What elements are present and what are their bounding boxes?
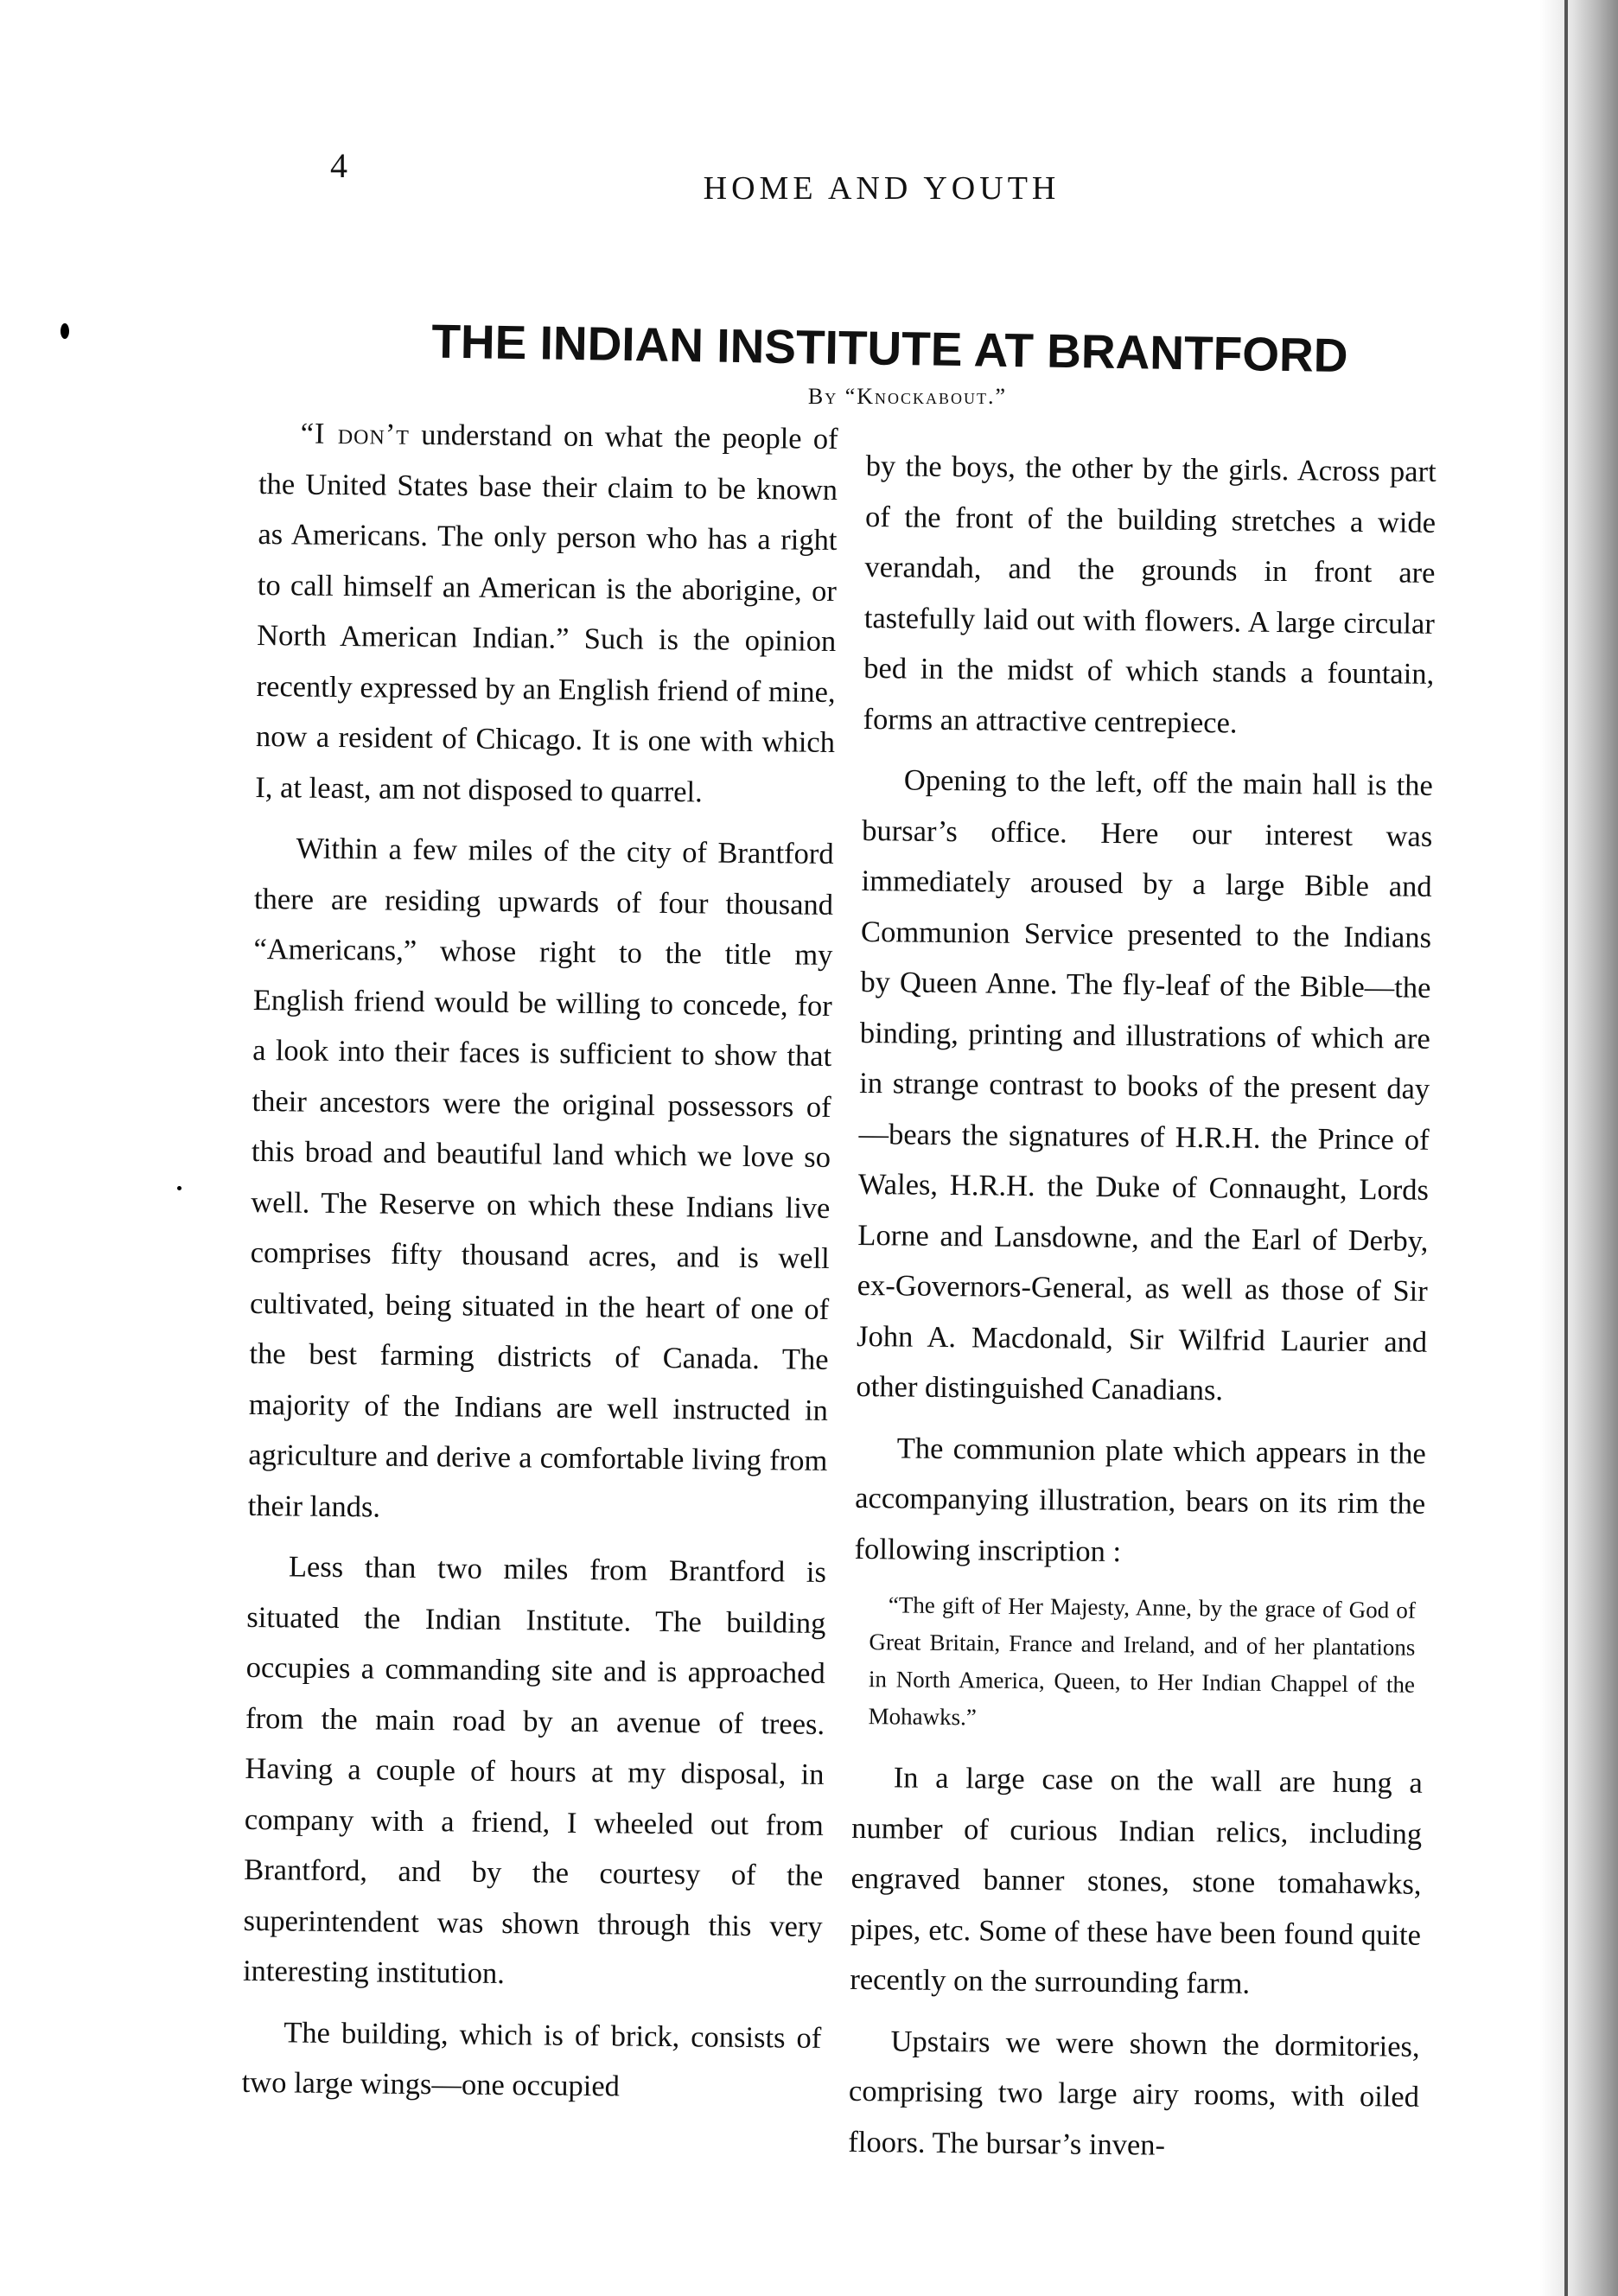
inscription-quote: “The gift of Her Majesty, Anne, by the grace of God of Great Britain, France and Ireland, and of her plantations in North America, Queen, to Her Indian Chappel of the Mohawks.”: [868, 1591, 1417, 1731]
paragraph: Less than two miles from Brantford is situated the Indian Institute. The building occupies a commanding site and is approached from the main road by an avenue of trees. Having a couple of hours at my disposal, in company with a friend, I wheeled out from Brantford, and by the courtesy of the superintendent was shown through this very interesting institution.: [242, 1550, 827, 1991]
paragraph: Opening to the left, off the main hall is the bursar’s office. Here our interest was immediately aroused by a large Bible and Communion Service presented to the Indians by Queen Anne. The fly-leaf of the Bible—the binding, printing and illustrations of which are in strange contrast to books of the present day—bears the signatures of H.R.H. the Prince of Wales, H.R.H. the Duke of Connaught, Lords Lorne and Lansdowne, and the Earl of Derby, ex-Governors-General, as well as those of Sir John A. Macdonald, Sir Wilfrid Laurier and other distinguished Canadians.: [856, 763, 1434, 1407]
paragraph: In a large case on the wall are hung a number of curious Indian relics, including engraved banner stones, stone tomahawks, pipes, etc. Some of these have been found quite recently on the surrounding farm.: [850, 1761, 1423, 2000]
page-edge-line: [1564, 0, 1568, 2296]
paragraph: Upstairs we were shown the dormitories, comprising two large airy rooms, with oiled floors. The bursar’s inven-: [848, 2024, 1420, 2162]
running-head: HOME AND YOUTH: [703, 170, 1061, 207]
right-column: [848, 441, 1436, 2184]
paragraph: by the boys, the other by the girls. Across part of the front of the building stretches a wide verandah, and the grounds in front are tastefully laid out with flowers. A large circular bed in the midst of which stands a fountain, forms an attractive centrepiece.: [863, 449, 1436, 740]
scan-speck: [177, 1186, 182, 1190]
scan-speck: [61, 323, 69, 339]
page-edge-shadow: [1540, 0, 1618, 2296]
page-number: 4: [330, 146, 348, 185]
article-title: THE INDIAN INSTITUTE AT BRANTFORD: [430, 314, 1348, 383]
left-column: [241, 408, 838, 2124]
paragraph-text: understand on what the people of the United States base their claim to be known as Americans. The only person who has a right to call himself an American is the aborigine, or North American Indian.” Such is the opinion recently expressed by an English friend of mine, now a resident of Chicago. It is one with which I, at least, am not disposed to quarrel.: [255, 418, 838, 808]
paragraph: Within a few miles of the city of Brantford there are residing upwards of four thousand “Americans,” whose right to the title my English friend would be willing to concede, for a look into their faces is sufficient to show that their ancestors were the original possessors of this broad and beautiful land which we love so well. The Reserve on which these Indians live comprises fifty thousand acres, and is well cultivated, being situated in the heart of one of the best farming districts of Canada. The majority of the Indians are well instructed in agriculture and derive a comfortable living from their lands.: [247, 832, 834, 1524]
paragraph: [255, 408, 838, 819]
paragraph: The communion plate which appears in the accompanying illustration, bears on its rim the following inscription :: [854, 1431, 1426, 1568]
paragraph: The building, which is of brick, consists of two large wings—one occupied: [241, 2015, 822, 2103]
opening-words: “I don’t: [300, 417, 411, 451]
article-byline: By “Knockabout.”: [807, 384, 1008, 409]
